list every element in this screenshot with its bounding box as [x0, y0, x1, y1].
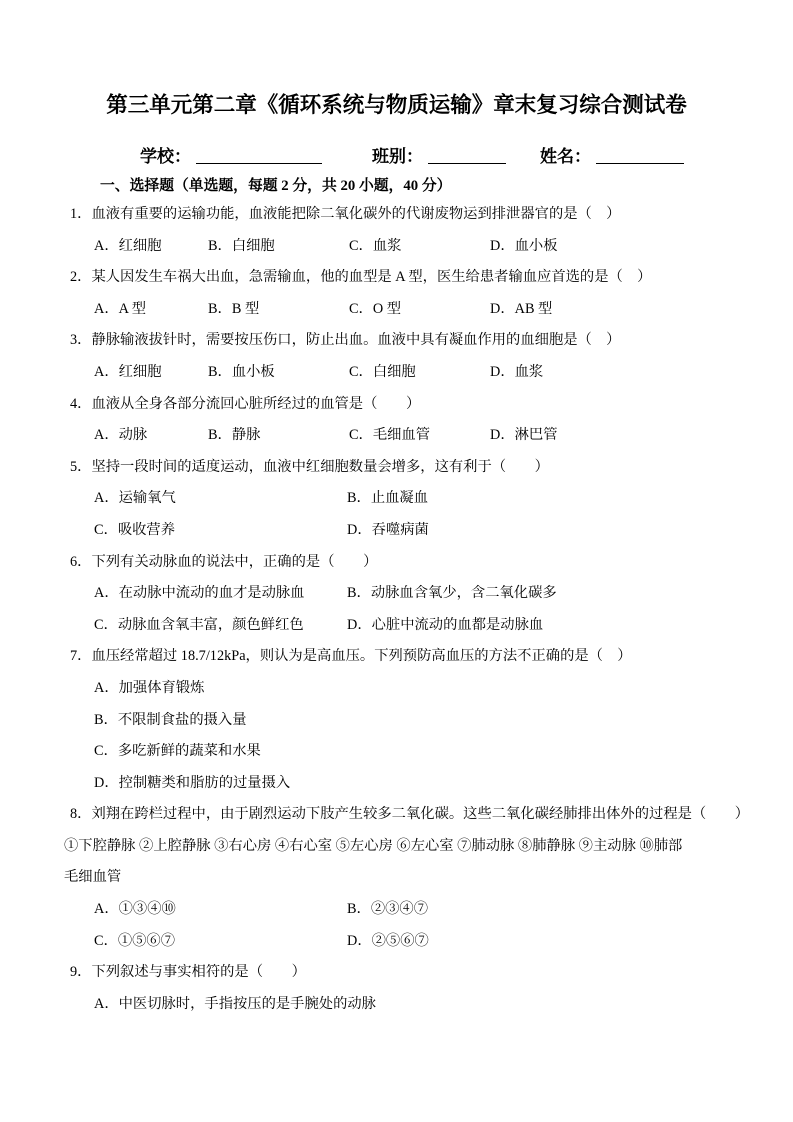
question-4-text: 4．血液从全身各部分流回心脏所经过的血管是（ ） [70, 395, 421, 412]
name-label: 姓名： [540, 147, 591, 166]
name-blank [596, 148, 684, 164]
question-7-option-b: B．不限制食盐的摄入量 [94, 711, 247, 728]
question-2-text: 2．某人因发生车祸大出血，急需输血，他的血型是 A 型，医生给患者输血应首选的是（ ） [70, 269, 652, 286]
question-2-option-b: B．B 型 [208, 300, 260, 317]
question-1-option-c: C．血浆 [349, 237, 402, 254]
question-8-option-b: B．②③④⑦ [347, 901, 429, 918]
question-8-text: 8．刘翔在跨栏过程中，由于剧烈运动下肢产生较多二氧化碳。这些二氧化碳经肺排出体外的过程是（ ） [70, 806, 750, 823]
section-heading: 一、选择题（单选题，每题 2 分，共 20 小题，40 分） [100, 178, 452, 194]
question-3-option-c: C．白细胞 [349, 363, 416, 380]
question-2-option-a: A．A 型 [94, 300, 147, 317]
question-4-option-c: C．毛细血管 [349, 427, 431, 444]
question-4-options [0, 420, 793, 452]
question-1-option-d: D．血小板 [490, 237, 558, 254]
question-6-text: 6．下列有关动脉血的说法中，正确的是（ ） [70, 553, 378, 570]
school-label: 学校： [140, 147, 191, 166]
question-1-options [0, 231, 793, 263]
question-8-items-line-2: 毛细血管 [64, 869, 122, 886]
question-4-option-d: D．淋巴管 [490, 427, 558, 444]
question-7-option-d: D．控制糖类和脂肪的过量摄入 [94, 774, 291, 791]
question-6-option-a: A．在动脉中流动的血才是动脉血 [94, 585, 305, 602]
question-3-option-a: A．红细胞 [94, 363, 162, 380]
question-list [0, 199, 793, 1020]
question-6-option-b: B．动脉血含氧少，含二氧化碳多 [347, 585, 557, 602]
question-8-option-d: D．②⑤⑥⑦ [347, 932, 429, 949]
question-6-option-c: C．动脉血含氧丰富，颜色鲜红色 [94, 616, 304, 633]
question-5-options-row-2 [0, 515, 793, 547]
question-5-option-b: B．止血凝血 [347, 490, 429, 507]
question-5-options-row-1 [0, 483, 793, 515]
question-5-option-a: A．运输氧气 [94, 490, 176, 507]
question-6-option-d: D．心脏中流动的血都是动脉血 [347, 616, 544, 633]
question-1-option-a: A．红细胞 [94, 237, 162, 254]
class-label: 班别： [372, 147, 423, 166]
question-3-options [0, 357, 793, 389]
question-1-text: 1．血液有重要的运输功能，血液能把除二氧化碳外的代谢废物运到排泄器官的是（ ） [70, 206, 621, 222]
question-7-option-a: A．加强体育锻炼 [94, 679, 205, 696]
question-8-items-line-1: ①下腔静脉 ②上腔静脉 ③右心房 ④右心室 ⑤左心房 ⑥左心室 ⑦肺动脉 ⑧肺静脉 ⑨主动脉 ⑩肺部 [64, 837, 683, 854]
question-8-option-c: C．①⑤⑥⑦ [94, 932, 176, 949]
school-blank [196, 148, 322, 164]
question-2-option-d: D．AB 型 [490, 300, 553, 317]
question-7-text: 7．血压经常超过 18.7/12kPa，则认为是高血压。下列预防高血压的方法不正确的是（ ） [70, 648, 632, 665]
question-5-option-c: C．吸收营养 [94, 521, 176, 538]
question-3-text: 3．静脉输液拔针时，需要按压伤口，防止出血。血液中具有凝血作用的血细胞是（ ） [70, 332, 621, 349]
question-8-options-row-1 [0, 894, 793, 926]
question-8-option-a: A．①③④⑩ [94, 901, 176, 918]
question-6-options-row-2 [0, 610, 793, 642]
question-5-option-d: D．吞噬病菌 [347, 521, 429, 538]
question-4-option-b: B．静脉 [208, 427, 261, 444]
question-6-options-row-1 [0, 578, 793, 610]
question-8-options-row-2 [0, 926, 793, 958]
question-3-option-b: B．血小板 [208, 363, 275, 380]
question-3-option-d: D．血浆 [490, 363, 544, 380]
student-info-line [140, 142, 684, 167]
question-5-text: 5．坚持一段时间的适度运动，血液中红细胞数量会增多，这有利于（ ） [70, 458, 549, 475]
question-2-options [0, 294, 793, 326]
question-7-option-c: C．多吃新鲜的蔬菜和水果 [94, 743, 261, 760]
class-blank [428, 148, 506, 164]
question-9-text: 9．下列叙述与事实相符的是（ ） [70, 964, 306, 981]
page-title: 第三单元第二章《循环系统与物质运输》章末复习综合测试卷 [106, 93, 687, 117]
question-2-option-c: C．O 型 [349, 300, 402, 317]
question-9-option-a: A．中医切脉时，手指按压的是手腕处的动脉 [94, 995, 376, 1012]
question-4-option-a: A．动脉 [94, 427, 148, 444]
question-1-option-b: B．白细胞 [208, 237, 275, 254]
